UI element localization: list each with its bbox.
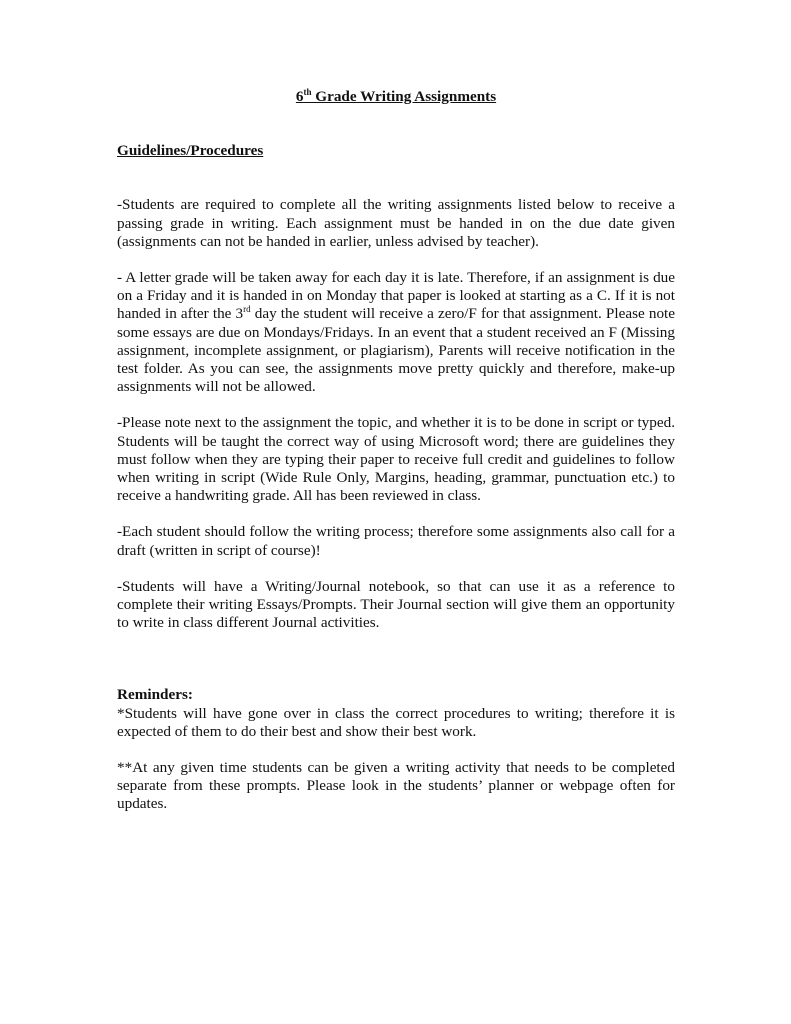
paragraph-late-policy <box>117 269 675 396</box>
paragraph-journal-notebook: -Students will have a Writing/Journal notebook, so that can use it as a reference to complete their writing Essays/Prompts. Their Journal section will give them an opportunity to write in class different Journal activities. <box>117 577 675 632</box>
late-policy-text-start: - A letter grade will be taken away for each day it is late. Therefore, if an assignment is due on a Friday and it is handed in on Monday that paper is looked at starting as a C. If it is not handed in after the 3 <box>117 269 675 323</box>
paragraph-script-or-typed: -Please note next to the assignment the topic, and whether it is to be done in script or typed. Students will be taught the correct way of using Microsoft word; there are guidelines they must follow when they are typing their paper to receive full credit and guidelines to follow when writing in script (Wide Rule Only, Margins, heading, grammar, punctuation etc.) to receive a handwriting grade. All has been reviewed in class. <box>117 414 675 505</box>
document-title <box>117 88 675 106</box>
title-superscript: th <box>303 86 312 97</box>
guidelines-section <box>117 196 675 632</box>
title-prefix: 6 <box>295 88 304 105</box>
reminders-section <box>117 686 675 813</box>
paragraph-requirements: -Students are required to complete all the writing assignments listed below to receive a passing grade in writing. Each assignment must be handed in on the due date given (assignments can not be handed in earlier, unless advised by teacher). <box>117 196 675 250</box>
document-page <box>117 88 675 814</box>
late-policy-superscript: rd <box>243 304 251 315</box>
title-rest: Grade Writing Assignments <box>311 88 497 105</box>
late-policy-text-end: day the student will receive a zero/F for that assignment. Please note some essays are due on Mondays/Fridays. In an event that a student received an F (Missing assignment, incomplete assignment, or plagiarism), Parents will receive notification in the test folder. As you can see, the assignments move pretty quickly and therefore, make-up assignments will not be allowed. <box>117 305 675 396</box>
section-heading-guidelines: Guidelines/Procedures <box>117 142 264 160</box>
paragraph-writing-process: -Each student should follow the writing process; therefore some assignments also call for a draft (written in script of course)! <box>117 523 675 559</box>
reminder-extra-activities: **At any given time students can be given a writing activity that needs to be completed separate from these prompts. Please look in the students’ planner or webpage often for updates. <box>117 759 675 813</box>
reminders-heading: Reminders: <box>117 686 193 704</box>
reminder-best-work: *Students will have gone over in class the correct procedures to writing; therefore it is expected of them to do their best and show their best work. <box>117 704 675 740</box>
